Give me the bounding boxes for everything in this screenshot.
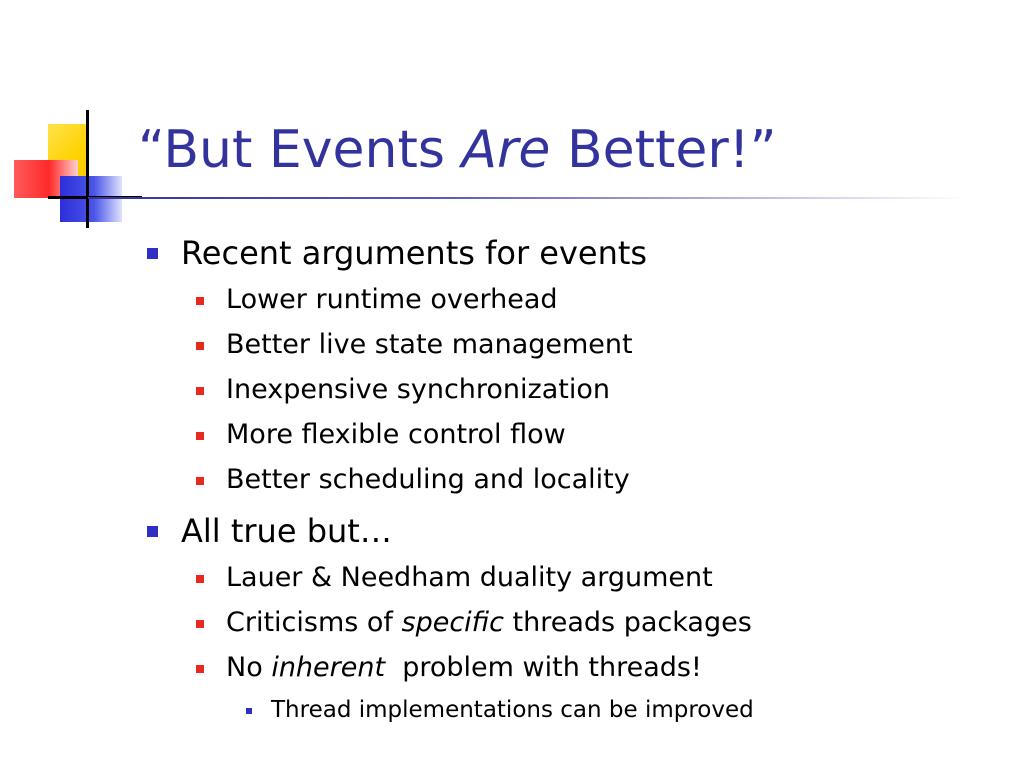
bullet-text: Inexpensive synchronization <box>226 374 610 405</box>
title-underline <box>88 197 968 199</box>
bullet-item <box>226 328 633 362</box>
bullet-item <box>226 373 610 407</box>
title-part-3: Better!” <box>550 120 777 180</box>
bullet-item <box>271 696 754 724</box>
blue-square-shape <box>60 176 122 222</box>
bullet-item <box>226 561 713 595</box>
bullet-item <box>226 463 630 497</box>
bullet-item <box>181 233 647 273</box>
square-bullet-icon <box>196 387 204 395</box>
square-bullet-icon <box>196 477 204 485</box>
square-bullet-icon <box>196 432 204 440</box>
bullet-item <box>181 511 392 551</box>
bullet-text: Better live state management <box>226 329 633 360</box>
bullet-item <box>226 606 752 640</box>
vertical-line <box>86 110 89 228</box>
bullet-item <box>226 418 566 452</box>
square-bullet-icon <box>196 665 204 673</box>
bullet-item <box>226 651 702 685</box>
bullet-text-pre: No <box>226 652 272 683</box>
square-bullet-icon <box>196 620 204 628</box>
square-bullet-icon <box>196 342 204 350</box>
title-part-1: “But Events <box>138 120 462 180</box>
bullet-text-post: problem with threads! <box>385 652 702 683</box>
bullet-text: Lower runtime overhead <box>226 284 558 315</box>
square-bullet-icon <box>147 526 158 537</box>
square-bullet-icon <box>246 708 252 714</box>
bullet-item <box>226 283 558 317</box>
bullet-text: Recent arguments for events <box>181 234 648 272</box>
square-bullet-icon <box>147 248 158 259</box>
bullet-text: Lauer & Needham duality argument <box>226 562 713 593</box>
bullet-text: Thread implementations can be improved <box>271 697 754 723</box>
bullet-text-italic: inherent <box>271 652 386 683</box>
bullet-text: Better scheduling and locality <box>226 464 630 495</box>
bullet-text: All true but… <box>181 512 392 550</box>
square-bullet-icon <box>196 575 204 583</box>
slide-title <box>138 118 777 182</box>
square-bullet-icon <box>196 297 204 305</box>
bullet-text: More flexible control flow <box>226 419 566 450</box>
bullet-text-post: threads packages <box>503 607 752 638</box>
bullet-text-pre: Criticisms of <box>226 607 402 638</box>
bullet-text-italic: specific <box>401 607 504 638</box>
decorative-logo <box>0 0 150 240</box>
title-part-2: Are <box>461 120 551 180</box>
